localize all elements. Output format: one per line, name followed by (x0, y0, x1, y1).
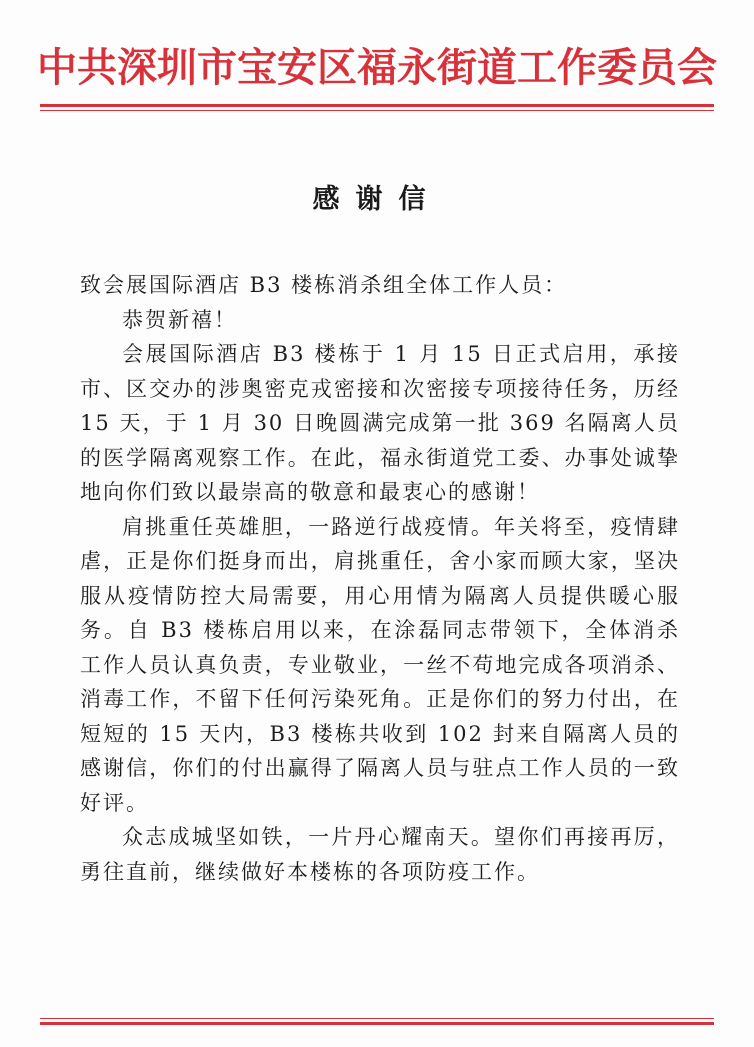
letter-paragraph: 众志成城坚如铁，一片丹心耀南天。望你们再接再厉，勇往直前，继续做好本楼栋的各项防疫工作。 (80, 825, 680, 884)
letter-paragraph: 会展国际酒店 B3 楼栋于 1 月 15 日正式启用，承接市、区交办的涉奥密克戎密接和次密接专项接待任务，历经 15 天，于 1 月 30 日晚圆满完成第一批 369 名隔离人员的医学隔离观察工作。在此，福永街道党工委、办事处诚挚地向你们致以最崇高的敬意和最衷心的感谢！ (80, 342, 680, 504)
letter-body (80, 268, 680, 889)
letter-title: 感谢信 (312, 184, 442, 215)
letterhead-red-rule-thick (40, 104, 714, 107)
letterhead-red-rule-thin (40, 110, 714, 111)
footer-red-rule-thick (40, 1022, 714, 1025)
letterhead-title: 中共深圳市宝安区福永街道工作委员会 (37, 44, 717, 91)
letter-salutation: 致会展国际酒店 B3 楼栋消杀组全体工作人员： (80, 273, 568, 297)
letter-paragraph: 恭贺新禧！ (122, 307, 237, 332)
letter-paragraph: 肩挑重任英雄胆，一路逆行战疫情。年关将至，疫情肆虐，正是你们挺身而出，肩挑重任，舍小家而顾大家，坚决服从疫情防控大局需要，用心用情为隔离人员提供暖心服务。自 B3 楼栋启用以来，在涂磊同志带领下，全体消杀工作人员认真负责，专业敬业，一丝不苟地完成各项消杀、消毒工作，不留下任何污染死角。正是你们的努力付出，在短短的 15 天内，B3 楼栋共收到 102 封来自隔离人员的感谢信，你们的付出赢得了隔离人员与驻点工作人员的一致好评。 (80, 514, 680, 815)
footer-red-rule-thin (40, 1018, 714, 1019)
